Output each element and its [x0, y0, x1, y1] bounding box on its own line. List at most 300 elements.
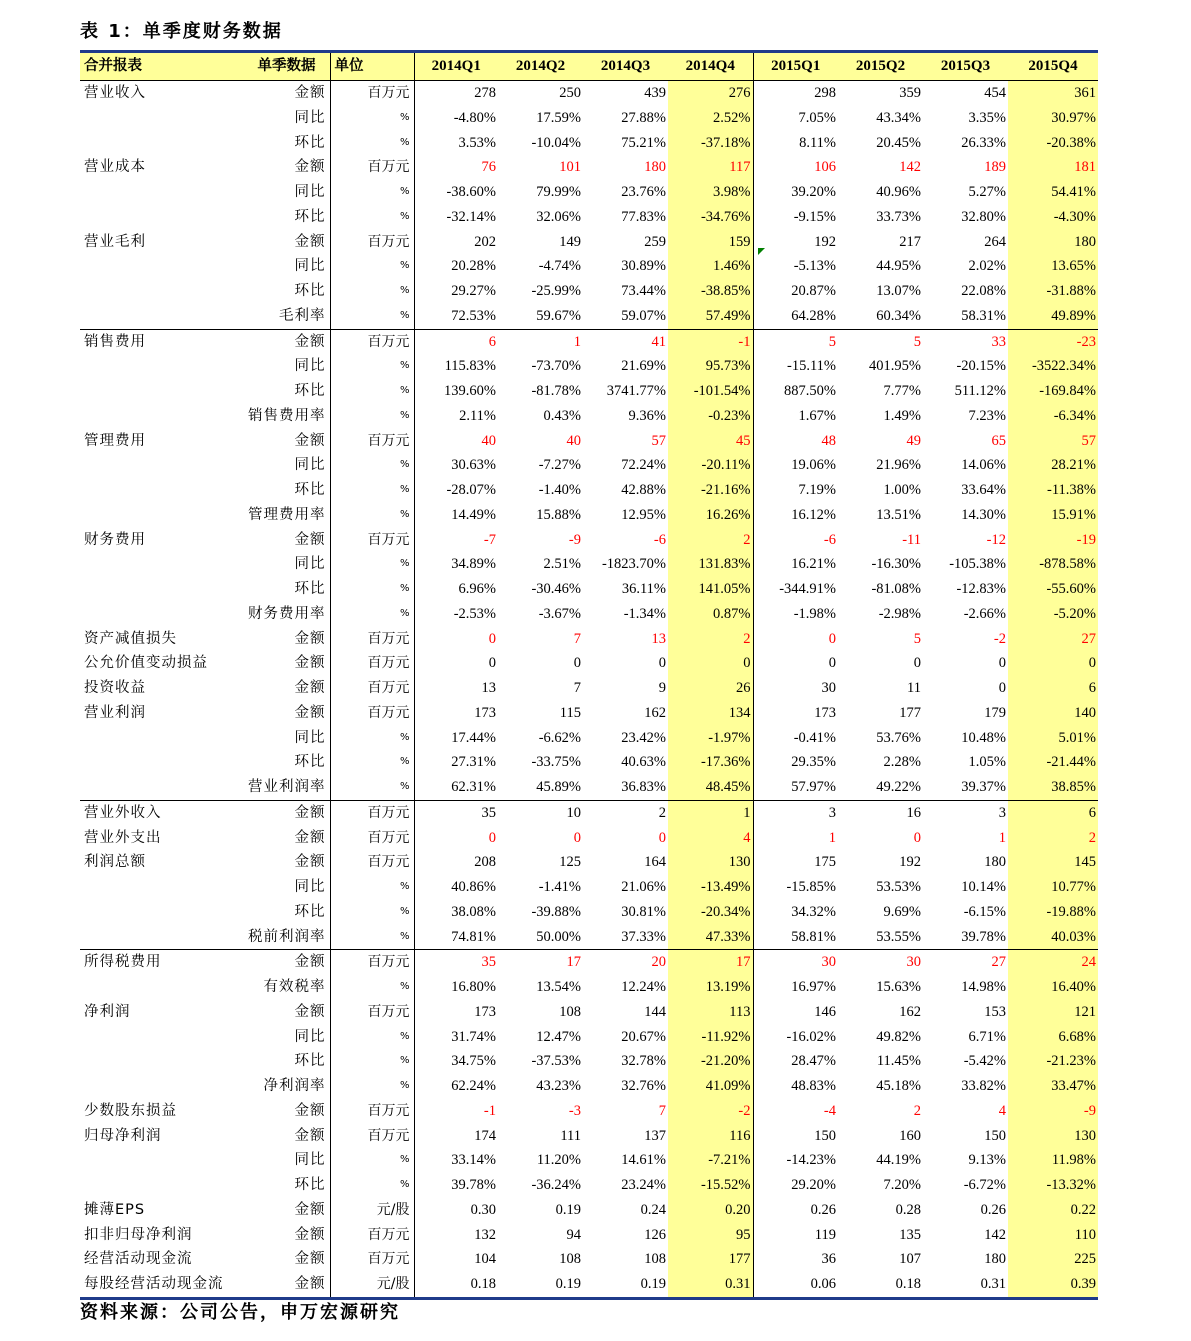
- value-cell: 13.65%: [1008, 254, 1098, 279]
- value-cell: 94: [566, 1226, 581, 1243]
- value-cell: 3.35%: [968, 109, 1006, 126]
- row-unit: %: [330, 354, 414, 379]
- row-metric: 金额: [294, 531, 326, 548]
- value-cell: 153: [984, 1003, 1006, 1020]
- row-metric: 营业利润率: [248, 779, 326, 795]
- value-cell: 37.33%: [621, 928, 666, 945]
- value-cell: 104: [474, 1251, 496, 1268]
- row-unit: 百万元: [330, 155, 414, 180]
- table-row: [80, 775, 1098, 800]
- value-cell: 60.34%: [876, 307, 921, 324]
- value-cell: 13.19%: [668, 975, 753, 1000]
- value-cell: 107: [899, 1251, 921, 1268]
- row-metric: 环比: [294, 1177, 326, 1193]
- value-cell: -4.30%: [1008, 205, 1098, 230]
- value-cell: 0: [573, 655, 581, 672]
- value-cell: 21.06%: [621, 879, 666, 895]
- value-cell: 439: [644, 85, 666, 101]
- row-name: 营业外收入: [80, 800, 242, 825]
- value-cell: -55.60%: [1008, 577, 1098, 602]
- row-metric: 金额: [294, 233, 326, 250]
- row-metric: 环比: [294, 581, 326, 597]
- value-cell: 0.19: [555, 1201, 581, 1218]
- row-metric: 同比: [294, 109, 326, 126]
- value-cell: 2.02%: [968, 258, 1006, 275]
- row-unit: 百万元: [330, 81, 414, 106]
- table-row: [80, 1049, 1098, 1074]
- value-cell: -0.23%: [668, 404, 753, 429]
- value-cell: 131.83%: [668, 552, 753, 577]
- value-cell: 6: [414, 329, 498, 354]
- row-unit: 百万元: [330, 651, 414, 676]
- value-cell: 14.61%: [621, 1152, 666, 1169]
- value-cell: -2: [993, 630, 1006, 647]
- row-unit: %: [330, 180, 414, 205]
- row-unit: %: [330, 478, 414, 503]
- value-cell: 177: [668, 1247, 753, 1272]
- value-cell: 0.20: [668, 1198, 753, 1223]
- row-unit: 百万元: [330, 1223, 414, 1248]
- value-cell: 9.69%: [883, 903, 921, 920]
- value-cell: 0.31: [923, 1272, 1008, 1298]
- value-cell: -25.99%: [531, 283, 581, 299]
- row-metric: 同比: [294, 358, 326, 375]
- row-unit: %: [330, 900, 414, 925]
- value-cell: 49.82%: [876, 1028, 921, 1045]
- value-cell: 72.53%: [451, 307, 496, 324]
- value-cell: 27.31%: [451, 754, 496, 771]
- table-row: [80, 900, 1098, 925]
- value-cell: -0.41%: [753, 726, 838, 751]
- value-cell: 30.89%: [621, 258, 666, 275]
- row-name: 营业收入: [84, 85, 146, 101]
- value-cell: 32.78%: [621, 1053, 666, 1070]
- value-cell: 29.20%: [753, 1173, 838, 1198]
- value-cell: -19: [1008, 528, 1098, 553]
- row-metric: 金额: [294, 704, 326, 721]
- value-cell: 76: [481, 159, 496, 176]
- value-cell: 13: [651, 630, 666, 647]
- value-cell: 16.21%: [753, 552, 838, 577]
- row-metric: 金额: [294, 854, 326, 871]
- value-cell: 0.31: [668, 1272, 753, 1298]
- value-cell: 0.19: [498, 1272, 583, 1298]
- value-cell: -32.14%: [446, 208, 496, 225]
- value-cell: 278: [474, 85, 496, 101]
- row-name: 净利润: [84, 1003, 131, 1020]
- row-name: [80, 279, 242, 304]
- value-cell: 0: [753, 651, 838, 676]
- value-cell: 9.36%: [628, 407, 666, 424]
- value-cell: 225: [1008, 1247, 1098, 1272]
- row-name: 公允价值变动损益: [84, 655, 208, 672]
- row-unit: %: [330, 304, 414, 329]
- value-cell: 11.20%: [536, 1152, 581, 1169]
- row-metric: 同比: [294, 1152, 326, 1169]
- value-cell: 106: [753, 155, 838, 180]
- value-cell: 33.14%: [451, 1152, 496, 1169]
- value-cell: 217: [899, 233, 921, 250]
- value-cell: 2: [913, 1102, 921, 1119]
- value-cell: 149: [559, 233, 581, 250]
- value-cell: 95: [668, 1223, 753, 1248]
- value-cell: 20.87%: [753, 279, 838, 304]
- row-name: [80, 925, 242, 950]
- table-row: [80, 404, 1098, 429]
- value-cell: 511.12%: [954, 383, 1006, 399]
- value-cell: 454: [984, 85, 1006, 101]
- value-cell: 9: [658, 680, 666, 696]
- header-quarter: 2015Q1: [753, 52, 838, 81]
- value-cell: 2.51%: [543, 556, 581, 573]
- value-cell: 0.43%: [543, 407, 581, 424]
- value-cell: 7: [573, 630, 581, 647]
- row-metric: 环比: [294, 1053, 326, 1070]
- row-metric: 有效税率: [263, 979, 326, 995]
- value-cell: 47.33%: [668, 925, 753, 950]
- value-cell: 10.48%: [961, 729, 1006, 746]
- row-unit: %: [330, 379, 414, 404]
- value-cell: 173: [474, 704, 496, 721]
- table-row: [80, 304, 1098, 329]
- value-cell: 38.85%: [1008, 775, 1098, 800]
- value-cell: 117: [668, 155, 753, 180]
- value-cell: 23.76%: [621, 184, 666, 200]
- value-cell: 121: [1008, 1000, 1098, 1025]
- value-cell: 40.86%: [451, 879, 496, 895]
- value-cell: -2.98%: [878, 605, 921, 622]
- row-unit: %: [330, 925, 414, 950]
- row-metric: 税前利润率: [248, 928, 326, 945]
- value-cell: -3.67%: [538, 605, 581, 622]
- value-cell: 126: [644, 1226, 666, 1243]
- value-cell: -7: [483, 531, 496, 548]
- value-cell: 0: [488, 630, 496, 647]
- row-metric: 金额: [294, 85, 326, 101]
- value-cell: -6.34%: [1008, 404, 1098, 429]
- value-cell: 28.47%: [753, 1049, 838, 1074]
- value-cell: -31.88%: [1008, 279, 1098, 304]
- value-cell: 38.08%: [451, 903, 496, 920]
- row-metric: 金额: [294, 1102, 326, 1119]
- value-cell: 74.81%: [451, 928, 496, 945]
- table-row: [80, 453, 1098, 478]
- value-cell: 43.23%: [536, 1078, 581, 1094]
- value-cell: 6.71%: [968, 1028, 1006, 1045]
- value-cell: 0.24: [640, 1201, 666, 1218]
- row-metric: 环比: [294, 383, 326, 399]
- row-metric: 环比: [294, 283, 326, 299]
- value-cell: 48.83%: [753, 1074, 838, 1099]
- row-name: 营业外支出: [84, 829, 162, 846]
- value-cell: -105.38%: [949, 556, 1006, 573]
- value-cell: 130: [668, 850, 753, 875]
- value-cell: -1.98%: [753, 602, 838, 627]
- value-cell: 108: [644, 1251, 666, 1268]
- value-cell: 139.60%: [444, 383, 496, 399]
- value-cell: 20.67%: [621, 1028, 666, 1045]
- value-cell: -169.84%: [1008, 379, 1098, 404]
- value-cell: -81.78%: [531, 383, 581, 399]
- financial-table: [80, 50, 1098, 1300]
- value-cell: 164: [644, 854, 666, 871]
- row-unit: %: [330, 975, 414, 1000]
- value-cell: 142: [899, 159, 921, 176]
- value-cell: 26: [668, 676, 753, 701]
- value-cell: 189: [984, 159, 1006, 176]
- value-cell: 31.74%: [451, 1028, 496, 1045]
- value-cell: 3.53%: [458, 134, 496, 151]
- row-unit: %: [330, 254, 414, 279]
- value-cell: -3522.34%: [1008, 354, 1098, 379]
- value-cell: 53.55%: [876, 928, 921, 945]
- table-row: [80, 478, 1098, 503]
- value-cell: 2: [583, 800, 668, 825]
- table-row: [80, 925, 1098, 950]
- value-cell: 7: [658, 1102, 666, 1119]
- value-cell: -4.80%: [453, 109, 496, 126]
- row-name: [80, 304, 242, 329]
- row-name: [80, 726, 242, 751]
- row-metric: 环比: [294, 903, 326, 920]
- value-cell: 64.28%: [753, 304, 838, 329]
- value-cell: 35: [414, 950, 498, 975]
- table-row: [80, 379, 1098, 404]
- value-cell: 0.26: [753, 1198, 838, 1223]
- row-name: [80, 900, 242, 925]
- row-unit: 百万元: [330, 429, 414, 454]
- value-cell: 7.05%: [753, 106, 838, 131]
- value-cell: 180: [644, 159, 666, 176]
- value-cell: -1823.70%: [601, 556, 666, 573]
- row-name: [80, 1049, 242, 1074]
- row-metric: 同比: [294, 1028, 326, 1045]
- value-cell: 16.97%: [753, 975, 838, 1000]
- value-cell: 192: [753, 230, 838, 255]
- value-cell: 17.44%: [451, 729, 496, 746]
- value-cell: 9.13%: [968, 1152, 1006, 1169]
- value-cell: -13.49%: [668, 875, 753, 900]
- value-cell: 0: [998, 655, 1006, 672]
- row-metric: 金额: [294, 655, 326, 672]
- row-metric: 净利润率: [263, 1078, 326, 1094]
- value-cell: 145: [1008, 850, 1098, 875]
- value-cell: 0: [573, 829, 581, 846]
- value-cell: 134: [668, 701, 753, 726]
- table-row: [80, 1099, 1098, 1124]
- value-cell: -38.85%: [668, 279, 753, 304]
- row-metric: 金额: [294, 1251, 326, 1268]
- row-metric: 环比: [294, 754, 326, 771]
- row-metric: 金额: [294, 829, 326, 846]
- value-cell: -33.75%: [531, 754, 581, 771]
- row-metric: 金额: [294, 1003, 326, 1020]
- value-cell: 160: [899, 1127, 921, 1144]
- row-name: 营业利润: [84, 704, 146, 721]
- value-cell: -2: [668, 1099, 753, 1124]
- row-unit: 百万元: [330, 850, 414, 875]
- value-cell: -20.11%: [668, 453, 753, 478]
- value-cell: 101: [559, 159, 581, 176]
- value-cell: -7.21%: [668, 1148, 753, 1173]
- value-cell: -20.38%: [1008, 131, 1098, 156]
- row-unit: 百万元: [330, 800, 414, 825]
- table-row: [80, 279, 1098, 304]
- value-cell: 8.11%: [753, 131, 838, 156]
- table-row: [80, 577, 1098, 602]
- value-cell: 146: [753, 1000, 838, 1025]
- value-cell: 26.33%: [961, 134, 1006, 151]
- table-row: [80, 1025, 1098, 1050]
- value-cell: 30: [753, 950, 838, 975]
- value-cell: 1.49%: [883, 407, 921, 424]
- value-cell: 32.06%: [536, 208, 581, 225]
- row-unit: %: [330, 726, 414, 751]
- value-cell: 115: [559, 704, 581, 721]
- value-cell: 208: [474, 854, 496, 871]
- row-unit: %: [330, 503, 414, 528]
- value-cell: 17: [498, 950, 583, 975]
- table-row: [80, 1223, 1098, 1248]
- value-cell: 27.88%: [621, 109, 666, 126]
- table-row: [80, 875, 1098, 900]
- row-unit: %: [330, 775, 414, 800]
- value-cell: -101.54%: [668, 379, 753, 404]
- row-name: 经营活动现金流: [84, 1251, 193, 1268]
- row-unit: %: [330, 1173, 414, 1198]
- value-cell: 40.03%: [1008, 925, 1098, 950]
- row-name: 资产减值损失: [84, 630, 177, 647]
- table-row: [80, 106, 1098, 131]
- value-cell: 16: [838, 800, 923, 825]
- value-cell: 20: [583, 950, 668, 975]
- value-cell: 35: [414, 800, 498, 825]
- value-cell: 16.26%: [668, 503, 753, 528]
- row-unit: %: [330, 577, 414, 602]
- value-cell: 0.39: [1008, 1272, 1098, 1298]
- value-cell: 23.42%: [621, 729, 666, 746]
- value-cell: -6.15%: [963, 903, 1006, 920]
- value-cell: -15.85%: [753, 875, 838, 900]
- table-row: [80, 155, 1098, 180]
- value-cell: -81.08%: [871, 581, 921, 597]
- table-row: [80, 230, 1098, 255]
- value-cell: 33.82%: [961, 1078, 1006, 1094]
- value-cell: 5: [913, 630, 921, 647]
- row-unit: 元/股: [330, 1272, 414, 1298]
- row-name: [80, 131, 242, 156]
- value-cell: 16.40%: [1008, 975, 1098, 1000]
- value-cell: 137: [644, 1127, 666, 1144]
- table-row: [80, 1198, 1098, 1223]
- row-metric: 金额: [294, 680, 326, 696]
- value-cell: 150: [984, 1127, 1006, 1144]
- value-cell: 11: [907, 680, 921, 696]
- value-cell: 39.20%: [753, 180, 838, 205]
- value-cell: 6: [1008, 800, 1098, 825]
- value-cell: 30: [753, 676, 838, 701]
- value-cell: 1: [998, 829, 1006, 846]
- row-name: 摊薄EPS: [84, 1201, 146, 1218]
- value-cell: 58.81%: [753, 925, 838, 950]
- table-row: [80, 429, 1098, 454]
- value-cell: -20.15%: [956, 358, 1006, 375]
- row-name: [80, 453, 242, 478]
- value-cell: 0: [668, 651, 753, 676]
- value-cell: 3: [753, 800, 838, 825]
- value-cell: 3.98%: [668, 180, 753, 205]
- row-name: [80, 750, 242, 775]
- row-metric: 金额: [294, 1127, 326, 1144]
- table-body: [80, 81, 1098, 1299]
- value-cell: 72.24%: [621, 457, 666, 474]
- value-cell: -39.88%: [531, 903, 581, 920]
- value-cell: 75.21%: [621, 134, 666, 151]
- value-cell: 361: [1008, 81, 1098, 106]
- value-cell: 50.00%: [536, 928, 581, 945]
- table-row: [80, 354, 1098, 379]
- row-unit: %: [330, 279, 414, 304]
- value-cell: 73.44%: [621, 283, 666, 299]
- value-cell: 159: [668, 230, 753, 255]
- value-cell: -2.53%: [453, 605, 496, 622]
- value-cell: 10: [498, 800, 583, 825]
- value-cell: 49: [906, 432, 921, 449]
- value-cell: 1: [498, 329, 583, 354]
- value-cell: -28.07%: [446, 482, 496, 498]
- value-cell: 15.91%: [1008, 503, 1098, 528]
- value-cell: -36.24%: [531, 1177, 581, 1193]
- value-cell: 7.19%: [753, 478, 838, 503]
- value-cell: -1.34%: [623, 605, 666, 622]
- value-cell: -1: [668, 329, 753, 354]
- row-name: 扣非归母净利润: [84, 1226, 193, 1243]
- value-cell: 111: [560, 1127, 581, 1144]
- value-cell: 57.49%: [668, 304, 753, 329]
- table-row: [80, 1272, 1098, 1298]
- row-unit: 百万元: [330, 230, 414, 255]
- table-row: [80, 528, 1098, 553]
- row-metric: 同比: [294, 556, 326, 573]
- header-sub: 单季数据: [242, 52, 330, 81]
- value-cell: 14.49%: [451, 506, 496, 523]
- value-cell: -4.74%: [538, 258, 581, 275]
- value-cell: -19.88%: [1008, 900, 1098, 925]
- value-cell: 32.76%: [621, 1078, 666, 1094]
- value-cell: 130: [1008, 1124, 1098, 1149]
- row-name: [80, 975, 242, 1000]
- row-unit: %: [330, 1025, 414, 1050]
- row-unit: %: [330, 131, 414, 156]
- row-name: [80, 379, 242, 404]
- value-cell: 0: [753, 627, 838, 652]
- value-cell: 0.18: [414, 1272, 498, 1298]
- row-name: [80, 503, 242, 528]
- value-cell: -12.83%: [956, 581, 1006, 597]
- value-cell: 259: [644, 233, 666, 250]
- row-metric: 销售费用率: [248, 407, 326, 424]
- row-name: [80, 1173, 242, 1198]
- value-cell: 108: [559, 1003, 581, 1020]
- value-cell: 202: [474, 233, 496, 250]
- value-cell: 119: [753, 1223, 838, 1248]
- value-cell: -37.53%: [531, 1053, 581, 1070]
- value-cell: 12.24%: [621, 979, 666, 995]
- row-unit: 百万元: [330, 1124, 414, 1149]
- value-cell: 15.63%: [876, 979, 921, 995]
- value-cell: 150: [753, 1124, 838, 1149]
- value-cell: 40: [481, 432, 496, 449]
